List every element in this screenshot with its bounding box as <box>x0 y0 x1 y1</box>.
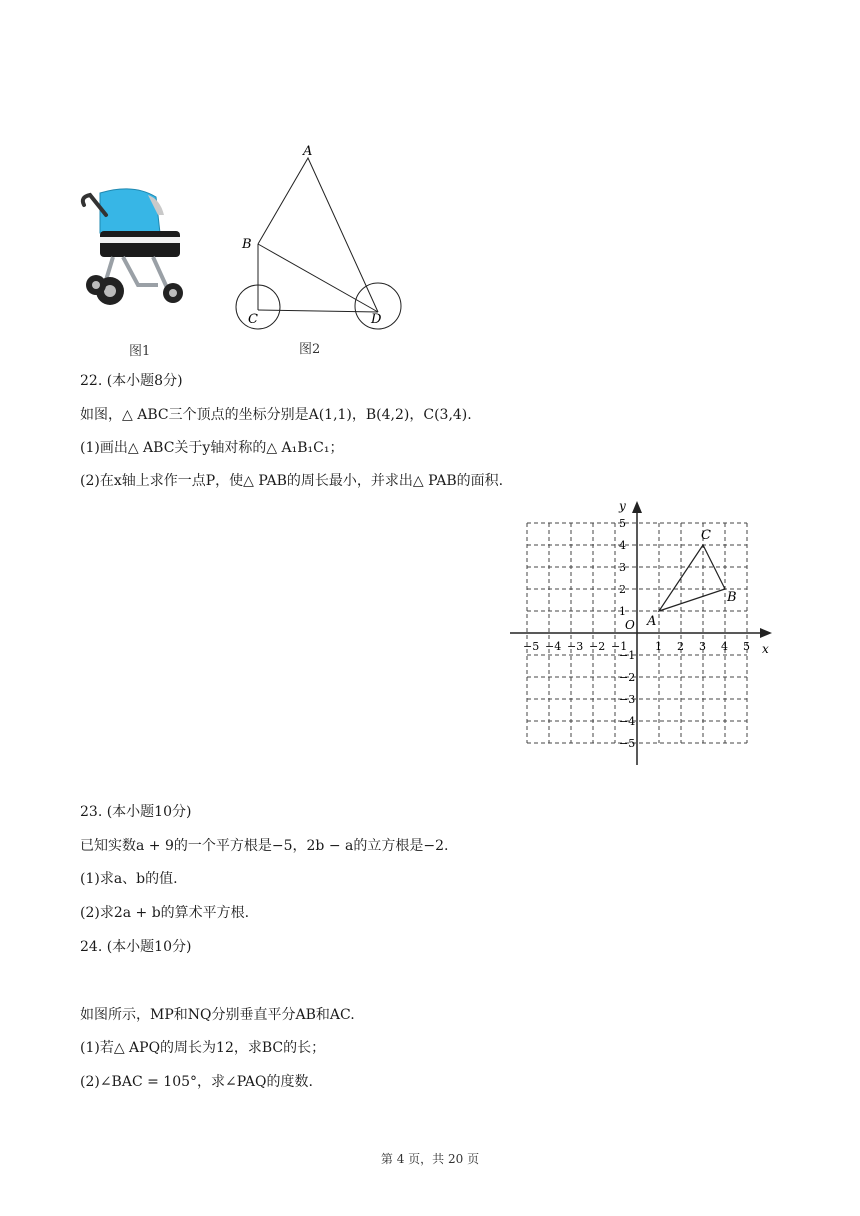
figure1-caption: 图1 <box>129 344 151 359</box>
x-tick-label: −2 <box>589 640 606 653</box>
stroller-image <box>78 185 193 310</box>
point-label-b: B <box>727 590 737 605</box>
q24-line: 如图所示，MP和NQ分别垂直平分AB和AC. <box>80 1007 355 1023</box>
y-tick-label: 2 <box>619 583 626 596</box>
page-footer: 第 4 页，共 20 页 <box>380 1152 480 1166</box>
x-tick-label: −5 <box>523 640 540 653</box>
y-tick-label: −5 <box>619 737 636 750</box>
y-tick-label: 5 <box>619 517 626 530</box>
x-tick-label: −3 <box>567 640 584 653</box>
x-tick-label: −4 <box>545 640 562 653</box>
q22-line: (2)在x轴上求作一点P，使△ PAB的周长最小，并求出△ PAB的面积. <box>80 473 504 489</box>
x-tick-label: 3 <box>699 640 706 653</box>
q23-line: (2)求2a + b的算术平方根. <box>80 905 250 921</box>
label-b: B <box>242 237 252 252</box>
coordinate-grid <box>500 495 790 770</box>
triangle-abc <box>659 545 725 611</box>
q22-line: (1)画出△ ABC关于y轴对称的△ A₁B₁C₁； <box>80 440 344 456</box>
label-a: A <box>303 144 313 159</box>
y-tick-label: 3 <box>619 561 626 574</box>
y-tick-label: −1 <box>619 649 636 662</box>
label-d: D <box>371 312 382 327</box>
q24-line: (2)∠BAC = 105°，求∠PAQ的度数. <box>80 1074 313 1090</box>
y-tick-label: −4 <box>619 715 636 728</box>
figure2-caption: 图2 <box>299 342 321 357</box>
y-axis-arrow <box>632 501 642 513</box>
origin-label: O <box>625 618 635 632</box>
y-tick-label: 1 <box>619 605 626 618</box>
x-tick-label: 1 <box>655 640 662 653</box>
y-axis-label: y <box>619 499 626 513</box>
q24-title: 24. (本小题10分) <box>80 939 192 955</box>
q23-line: 已知实数a + 9的一个平方根是−5，2b − a的立方根是−2. <box>80 838 449 854</box>
x-tick-label: −1 <box>611 640 628 653</box>
x-tick-label: 2 <box>677 640 684 653</box>
y-tick-label: −2 <box>619 671 636 684</box>
q22-line: 如图，△ ABC三个顶点的坐标分别是A(1,1)，B(4,2)，C(3,4). <box>80 407 472 423</box>
x-axis-arrow <box>760 628 772 638</box>
x-tick-label: 4 <box>721 640 728 653</box>
point-label-a: A <box>647 614 657 629</box>
segment-bd <box>258 244 378 312</box>
q24-line: (1)若△ APQ的周长为12，求BC的长； <box>80 1040 326 1056</box>
label-c: C <box>248 312 258 327</box>
segment-cd <box>258 310 378 312</box>
q23-line: (1)求a、b的值. <box>80 871 178 887</box>
q22-title: 22. (本小题8分) <box>80 373 183 389</box>
point-label-c: C <box>701 528 711 543</box>
x-tick-label: 5 <box>743 640 750 653</box>
segment-ab-ad <box>258 158 378 312</box>
y-tick-label: −3 <box>619 693 636 706</box>
y-tick-label: 4 <box>619 539 626 552</box>
x-axis-label: x <box>762 642 769 656</box>
q23-title: 23. (本小题10分) <box>80 804 192 820</box>
figure2-diagram <box>228 140 408 335</box>
